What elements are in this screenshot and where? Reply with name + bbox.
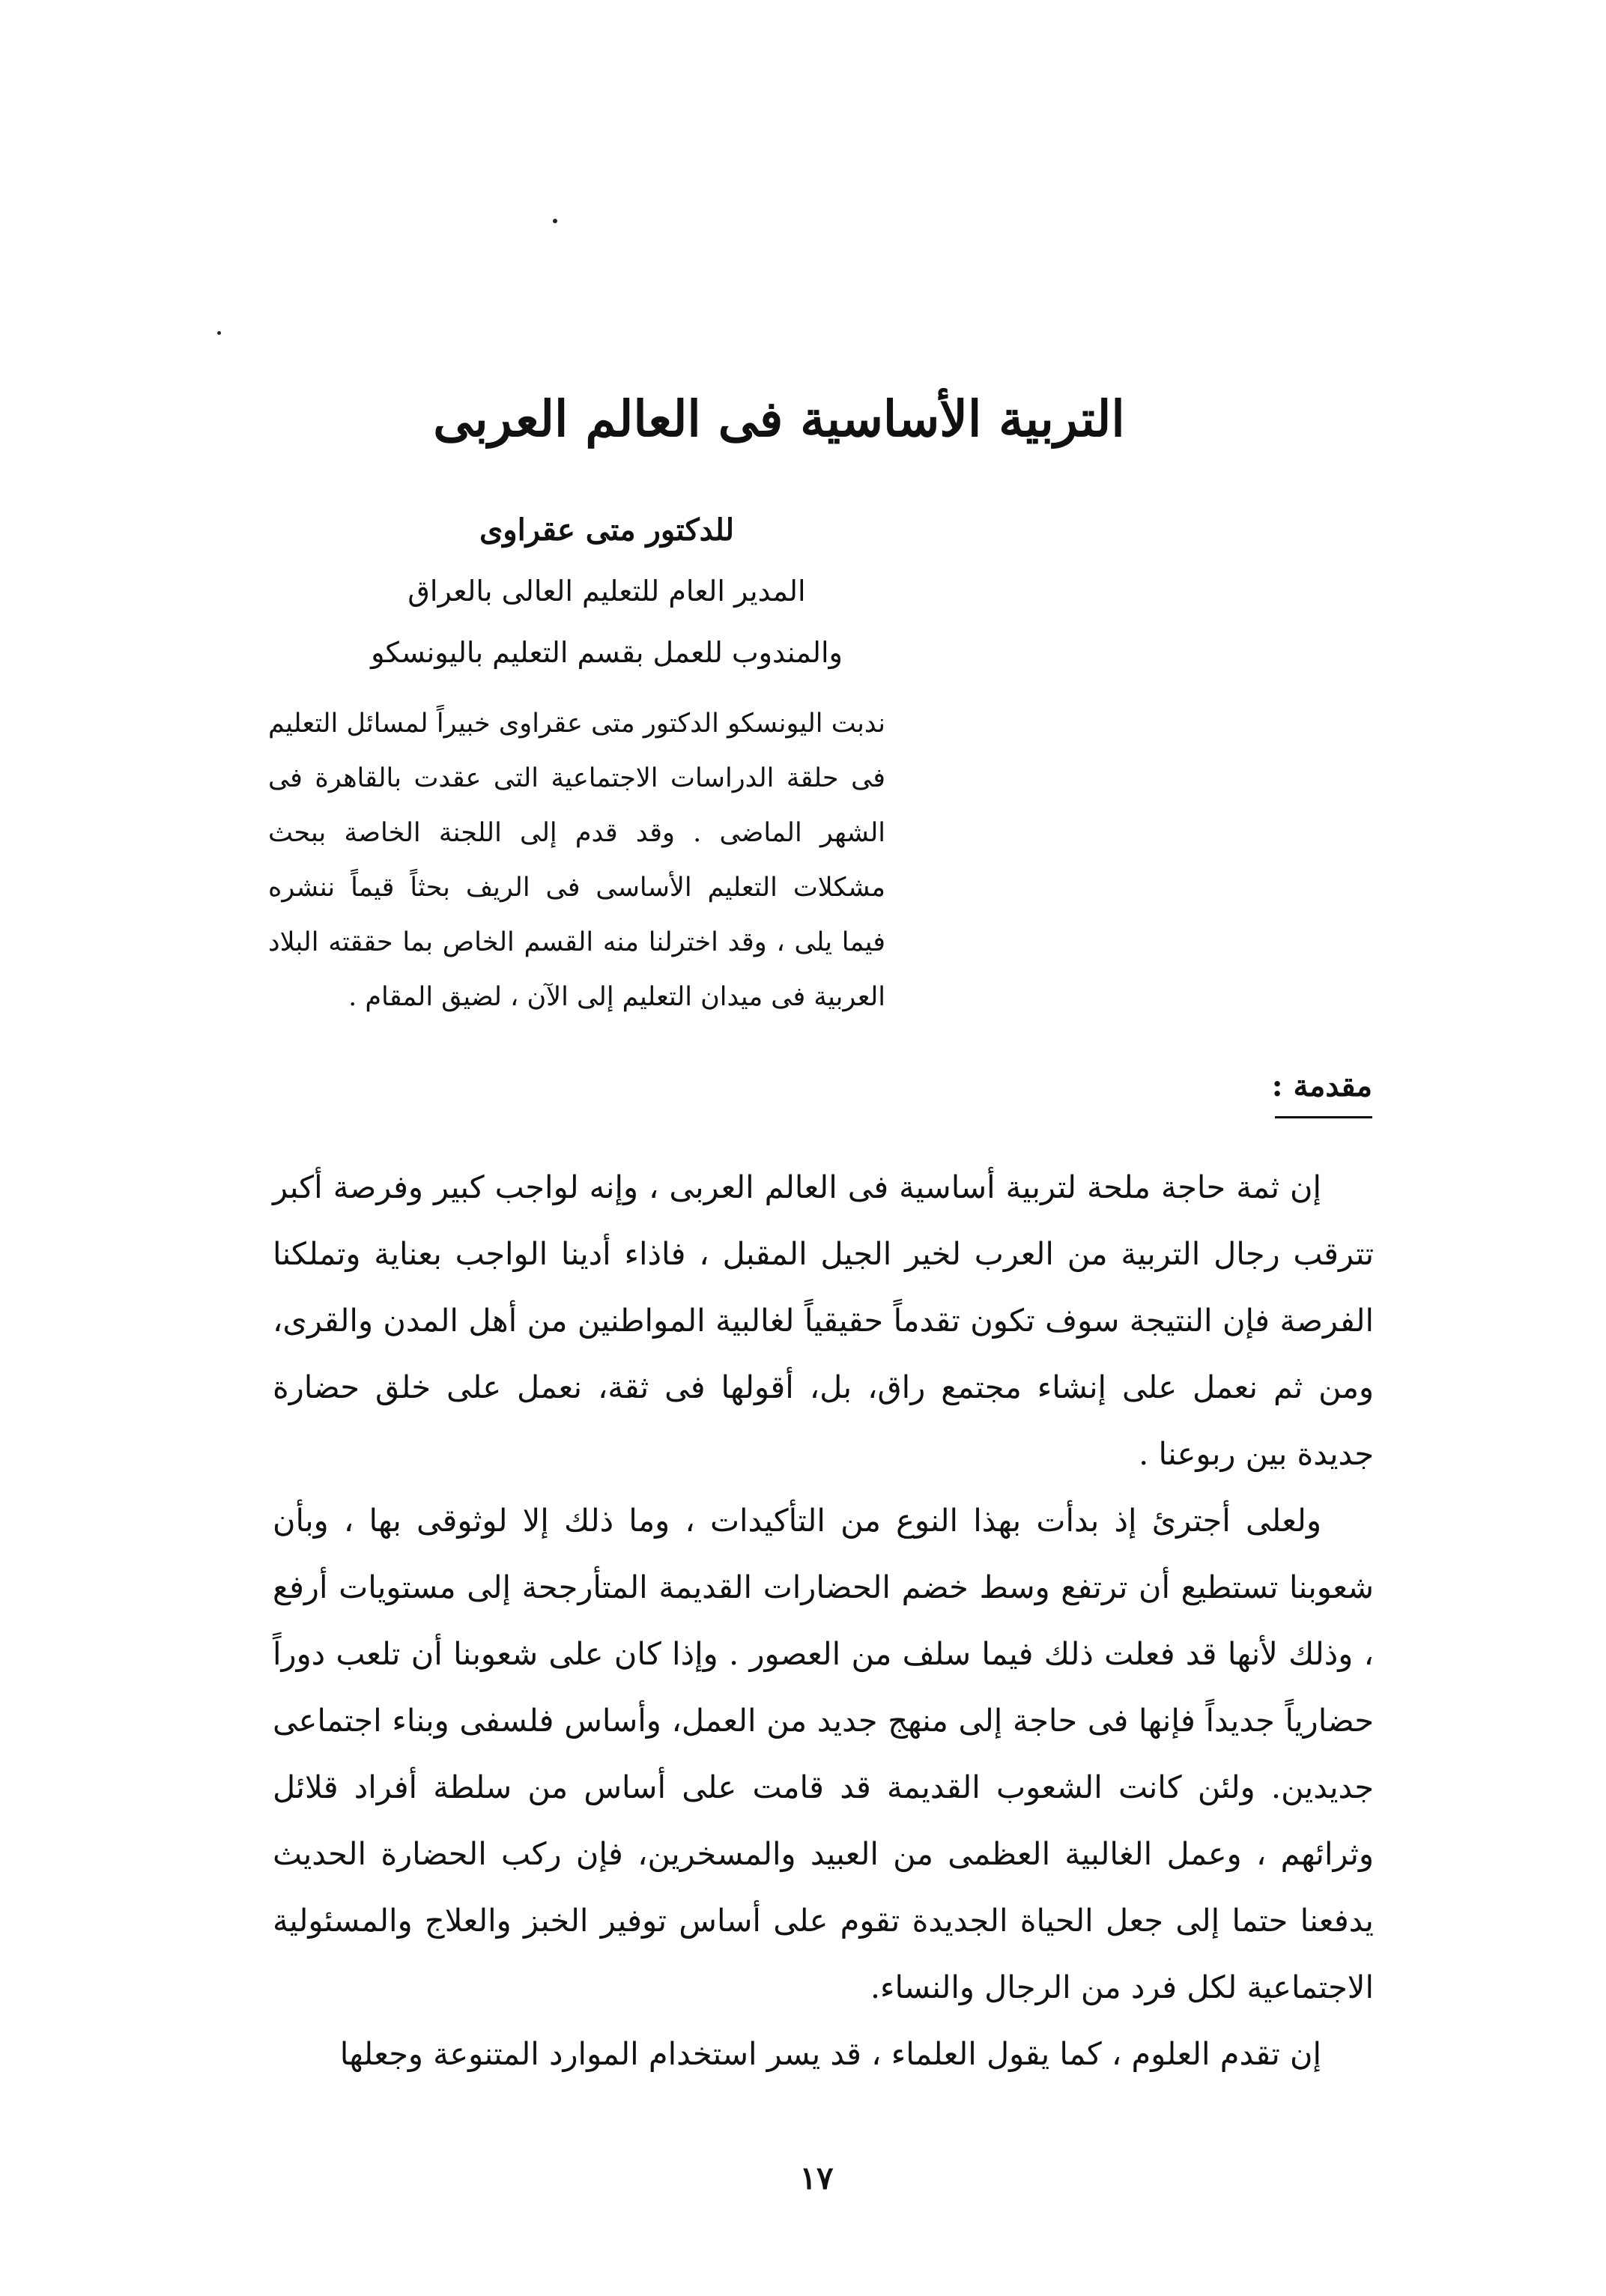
author-role-2: والمندوب للعمل بقسم التعليم باليونسكو bbox=[371, 636, 843, 669]
heading-underline bbox=[1275, 1116, 1372, 1118]
section-heading: مقدمة : bbox=[1271, 1068, 1372, 1103]
scan-speck bbox=[217, 331, 221, 335]
author-byline bbox=[270, 500, 944, 683]
author-name: للدكتور متى عقراوى bbox=[479, 512, 735, 548]
article-title: التربية الأساسية فى العالم العربى bbox=[433, 390, 1125, 448]
paragraph: ولعلى أجترئ إذ بدأت بهذا النوع من التأكيدات ، وما ذلك إلا لوثوقى بها ، وبأن شعوبنا تستطيع أن ترتفع وسط خضم الحضارات القديمة المتأرجحة إلى مستويات أرفع ، وذلك لأنها قد فعلت ذلك فيما سلف من العصور . وإذا كان على شعوبنا أن تلعب دوراً حضارياً جديداً فإنها فى حاجة إلى منهج جديد من العمل، وأساس فلسفى وبناء اجتماعى جديدين. ولئن كانت الشعوب القديمة قد قامت على أساس من سلطة أفراد قلائل وثرائهم ، وعمل الغالبية العظمى من العبيد والمسخرين، فإن ركب الحضارة الحديث يدفعنا حتما إلى جعل الحياة الجديدة تقوم على أساس توفير الخبز والعلاج والمسئولية الاجتماعية لكل فرد من الرجال والنساء. bbox=[273, 1502, 1374, 2005]
author-role-1: المدير العام للتعليم العالى بالعراق bbox=[407, 575, 806, 608]
paragraph: إن ثمة حاجة ملحة لتربية أساسية فى العالم العربى ، وإنه لواجب كبير وفرصة أكبر تترقب رجال التربية من العرب لخير الجيل المقبل ، فاذاء أدينا الواجب بعناية وتملكنا الفرصة فإن النتيجة سوف تكون تقدماً حقيقياً لغالبية المواطنين من أهل المدن والقرى، ومن ثم نعمل على إنشاء مجتمع راق، بل، أقولها فى ثقة، نعمل على خلق حضارة جديدة بين ربوعنا . bbox=[273, 1169, 1374, 1472]
paragraph: إن تقدم العلوم ، كما يقول العلماء ، قد يسر استخدام الموارد المتنوعة وجعلها bbox=[339, 2035, 1321, 2072]
article-body bbox=[273, 1154, 1374, 2087]
page-number: ١٧ bbox=[799, 2160, 834, 2196]
scan-speck bbox=[553, 219, 557, 223]
editorial-note: ندبت اليونسكو الدكتور متى عقراوى خبيراً لمسائل التعليم فى حلقة الدراسات الاجتماعية التى عقدت بالقاهرة فى الشهر الماضى . وقد قدم إلى اللجنة الخاصة ببحث مشكلات التعليم الأساسى فى الريف بحثاً قيماً ننشره فيما يلى ، وقد اخترلنا منه القسم الخاص بما حققته البلاد العربية فى ميدان التعليم إلى الآن ، لضيق المقام . bbox=[268, 709, 885, 1012]
